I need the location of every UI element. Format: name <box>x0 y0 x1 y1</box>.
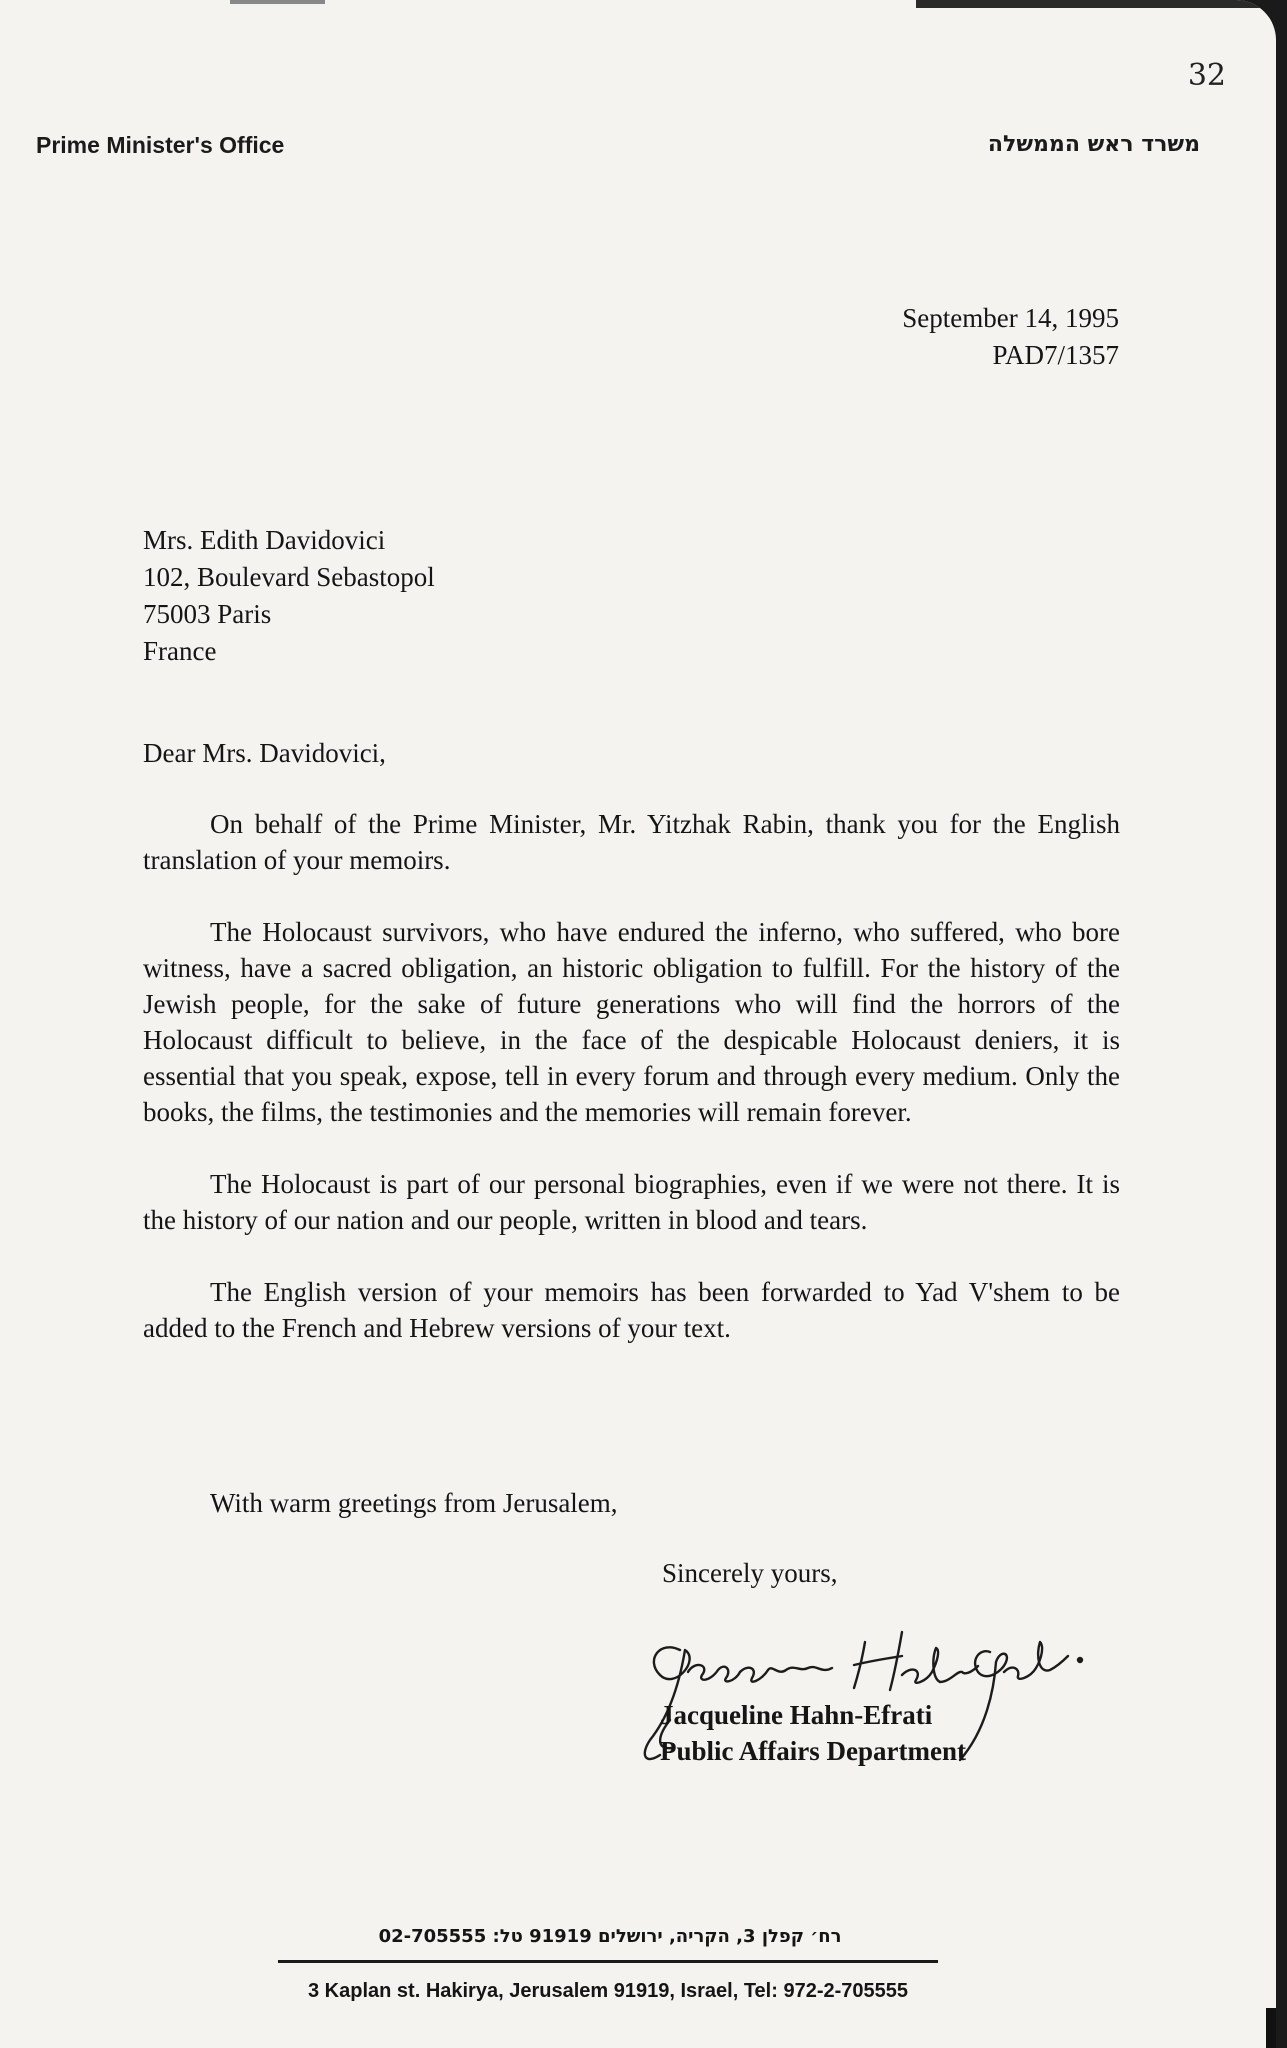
date-block <box>902 300 1119 374</box>
recipient-name: Mrs. Edith Davidovici <box>143 525 386 555</box>
body-paragraph: The Holocaust survivors, who have endured the inferno, who suffered, who bore witness, have a sacred obligation, an historic obligation to fulfill. For the history of the Jewish people, for the sake of future generations who will find the horrors of the Holocaust difficult to believe, in the face of the despicable Holocaust deniers, it is essential that you speak, expose, tell in every forum and through every medium. Only the books, the films, the testimonies and the memories will remain forever. <box>143 917 1120 1127</box>
recipient-address <box>143 522 435 670</box>
reference-number: PAD7/1357 <box>992 340 1119 370</box>
recipient-city: 75003 Paris <box>143 599 272 629</box>
recipient-country: France <box>143 636 217 666</box>
page-number: 32 <box>1187 58 1226 93</box>
body-paragraph: The English version of your memoirs has been forwarded to Yad V'shem to be added to the French and Hebrew versions of your text. <box>143 1277 1120 1343</box>
sign-off: Sincerely yours, <box>662 1558 838 1588</box>
closing-line: With warm greetings from Jerusalem, <box>210 1488 618 1518</box>
scan-edge-mark <box>1266 2008 1276 2048</box>
signer-department: Public Affairs Department <box>660 1736 966 1766</box>
footer-address-english: 3 Kaplan st. Hakirya, Jerusalem 91919, Israel, Tel: 972-2-705555 <box>308 1980 908 2002</box>
letter-date: September 14, 1995 <box>902 303 1119 333</box>
recipient-street: 102, Boulevard Sebastopol <box>143 562 435 592</box>
footer-address-hebrew: רח׳ קפלן 3, הקריה, ירושלים 91919 טל: 02-705555 <box>378 1926 842 1947</box>
footer-divider <box>278 1960 938 1963</box>
scan-shadow <box>230 0 325 4</box>
salutation: Dear Mrs. Davidovici, <box>143 738 386 768</box>
body-paragraph: The Holocaust is part of our personal biographies, even if we were not there. It is the history of our nation and our people, written in blood and tears. <box>143 1169 1120 1235</box>
letterhead-english: Prime Minister's Office <box>36 132 285 158</box>
letter-body <box>143 806 1120 1382</box>
signer-name: Jacqueline Hahn-Efrati <box>660 1700 933 1730</box>
letterhead-hebrew: משרד ראש הממשלה <box>987 132 1200 157</box>
scan-shadow <box>916 0 1276 8</box>
body-paragraph: On behalf of the Prime Minister, Mr. Yitzhak Rabin, thank you for the English translation of your memoirs. <box>143 809 1120 875</box>
